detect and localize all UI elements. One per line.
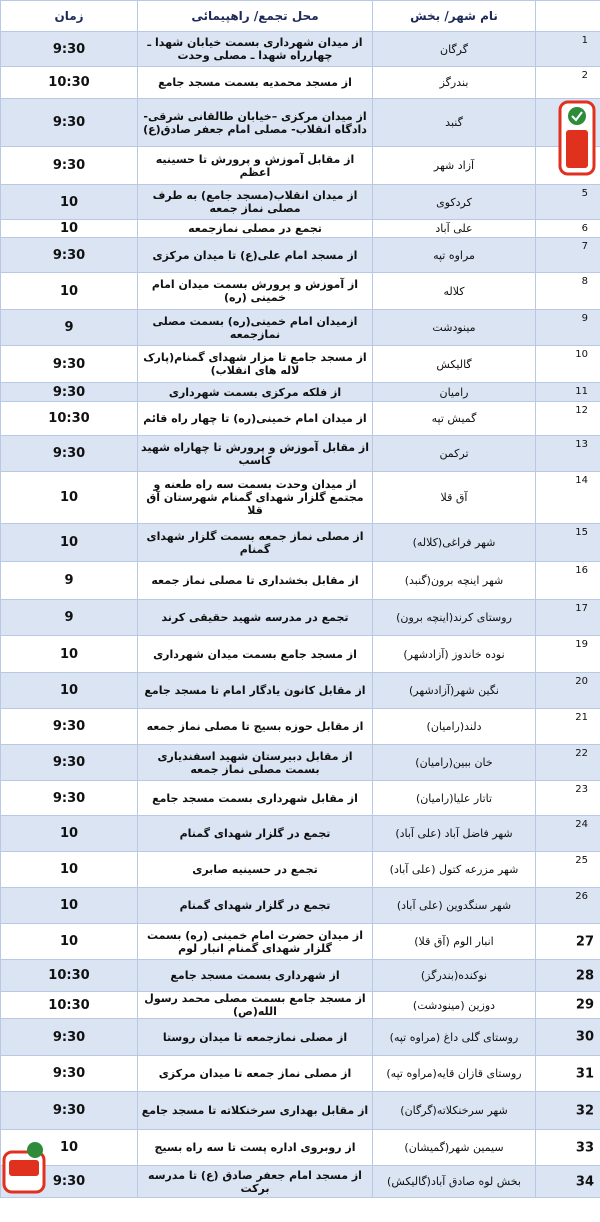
row-num-cell — [536, 67, 600, 99]
row-time: 10 — [1, 185, 138, 220]
row-city: روستای کرند(اینچه برون) — [373, 600, 536, 636]
table-row — [1, 636, 600, 673]
table-row — [1, 99, 600, 147]
row-time: 10 — [1, 816, 138, 852]
table-row — [1, 888, 600, 924]
row-place: از مسجد جامع بسمت میدان شهرداری — [138, 636, 373, 673]
row-city: دلند(رامیان) — [373, 709, 536, 745]
row-num-cell — [536, 924, 600, 960]
table-row — [1, 346, 600, 383]
row-time: 10 — [1, 1130, 138, 1166]
header-city: نام شهر/ بخش — [373, 1, 536, 32]
table-row — [1, 992, 600, 1019]
row-number: 6 — [581, 223, 588, 234]
table-row — [1, 1019, 600, 1056]
row-time: 9:30 — [1, 238, 138, 273]
row-number: 27 — [575, 934, 594, 949]
row-place: از روبروی اداره پست تا سه راه بسیج — [138, 1130, 373, 1166]
row-num-cell — [536, 524, 600, 562]
row-time: 9:30 — [1, 745, 138, 781]
row-number: 16 — [575, 565, 588, 576]
row-number: 1 — [581, 35, 588, 46]
row-place: از میدان حضرت امام خمینی (ره) بسمت گلزار شهدای گمنام انبار لوم — [138, 924, 373, 960]
table-row — [1, 436, 600, 472]
watermark-logo — [558, 100, 596, 176]
row-number: 5 — [581, 188, 588, 199]
row-city: گمیش تپه — [373, 402, 536, 436]
row-number: 21 — [575, 712, 588, 723]
row-time: 9:30 — [1, 709, 138, 745]
header-num — [536, 1, 600, 32]
row-number: 15 — [575, 527, 588, 538]
row-city: کلاله — [373, 273, 536, 310]
row-time: 10:30 — [1, 992, 138, 1019]
table-row — [1, 1056, 600, 1092]
row-num-cell — [536, 402, 600, 436]
table-row — [1, 852, 600, 888]
row-num-cell — [536, 238, 600, 273]
row-time: 9:30 — [1, 781, 138, 816]
row-city: بندرگز — [373, 67, 536, 99]
row-number: 24 — [575, 819, 588, 830]
row-city: گرگان — [373, 32, 536, 67]
row-time: 10 — [1, 852, 138, 888]
watermark-logo-bottom — [2, 1138, 46, 1202]
row-city: علی آباد — [373, 220, 536, 238]
row-number: 34 — [575, 1174, 594, 1189]
row-place: از مصلی نمازجمعه تا میدان روستا — [138, 1019, 373, 1056]
row-place: از مقابل بهداری سرخنکلاته تا مسجد جامع — [138, 1092, 373, 1130]
row-number: 28 — [575, 968, 594, 983]
row-num-cell — [536, 1056, 600, 1092]
row-city: نگین شهر(آزادشهر) — [373, 673, 536, 709]
row-number: 32 — [575, 1103, 594, 1118]
table-row — [1, 745, 600, 781]
row-num-cell — [536, 745, 600, 781]
row-number: 23 — [575, 784, 588, 795]
row-time: 9:30 — [1, 1166, 138, 1198]
row-num-cell — [536, 1166, 600, 1198]
row-num-cell — [536, 816, 600, 852]
row-city: دوزین (مینودشت) — [373, 992, 536, 1019]
row-num-cell — [536, 383, 600, 402]
row-place: از مسجد امام جعفر صادق (ع) تا مدرسه برکت — [138, 1166, 373, 1198]
row-place: از فلکه مرکزی بسمت شهرداری — [138, 383, 373, 402]
row-city: نوکنده(بندرگز) — [373, 960, 536, 992]
row-city: مراوه تپه — [373, 238, 536, 273]
row-number: 11 — [575, 386, 588, 397]
row-city: کردکوی — [373, 185, 536, 220]
row-time: 9:30 — [1, 346, 138, 383]
row-city: تاتار علیا(رامیان) — [373, 781, 536, 816]
row-place: از مقابل آموزش و پرورش تا چهاراه شهید کاسب — [138, 436, 373, 472]
row-num-cell — [536, 273, 600, 310]
table-row — [1, 220, 600, 238]
row-num-cell — [536, 781, 600, 816]
row-place: ازمیدان امام خمینی(ره) بسمت مصلی نمازجمعه — [138, 310, 373, 346]
row-number: 31 — [575, 1066, 594, 1081]
row-number: 13 — [575, 439, 588, 450]
row-time: 10:30 — [1, 960, 138, 992]
schedule-body — [1, 32, 600, 1198]
row-city: شهر سنگدوین (علی آباد) — [373, 888, 536, 924]
table-row — [1, 600, 600, 636]
row-num-cell — [536, 960, 600, 992]
row-place: از مقابل بخشداری تا مصلی نماز جمعه — [138, 562, 373, 600]
row-city: انبار الوم (آق قلا) — [373, 924, 536, 960]
row-num-cell — [536, 1092, 600, 1130]
row-time: 9:30 — [1, 1019, 138, 1056]
row-city: شهر مزرعه کتول (علی آباد) — [373, 852, 536, 888]
row-num-cell — [536, 472, 600, 524]
row-time: 10 — [1, 673, 138, 709]
row-city: روستای قازان قایه(مراوه تپه) — [373, 1056, 536, 1092]
row-num-cell — [536, 32, 600, 67]
row-num-cell — [536, 436, 600, 472]
row-num-cell — [536, 562, 600, 600]
header-time: زمان — [1, 1, 138, 32]
row-time: 9:30 — [1, 436, 138, 472]
table-row — [1, 562, 600, 600]
row-number: 12 — [575, 405, 588, 416]
row-number: 33 — [575, 1140, 594, 1155]
row-place: از مسجد جامع بسمت مصلی محمد رسول الله(ص) — [138, 992, 373, 1019]
row-city: شهر فراغی(کلاله) — [373, 524, 536, 562]
row-place: از مقابل آموزش و پرورش تا حسینیه اعظم — [138, 147, 373, 185]
row-place: تجمع در گلزار شهدای گمنام — [138, 888, 373, 924]
row-number: 25 — [575, 855, 588, 866]
row-place: از مسجد امام علی(ع) تا میدان مرکزی — [138, 238, 373, 273]
row-place: از شهرداری بسمت مسجد جامع — [138, 960, 373, 992]
row-number: 29 — [575, 997, 594, 1013]
row-place: از مسجد جامع تا مزار شهدای گمنام(پارک لاله های انقلاب) — [138, 346, 373, 383]
table-row — [1, 185, 600, 220]
row-place: از مسجد محمدیه بسمت مسجد جامع — [138, 67, 373, 99]
row-time: 10 — [1, 524, 138, 562]
row-city: مینودشت — [373, 310, 536, 346]
header-row — [1, 1, 600, 32]
row-time: 10 — [1, 472, 138, 524]
table-row — [1, 709, 600, 745]
row-number: 17 — [575, 603, 588, 614]
row-time: 9:30 — [1, 99, 138, 147]
logo-badge-icon — [558, 100, 596, 176]
row-number: 22 — [575, 748, 588, 759]
row-time: 9 — [1, 562, 138, 600]
row-time: 10 — [1, 924, 138, 960]
row-place: از مصلی نماز جمعه بسمت گلزار شهدای گمنام — [138, 524, 373, 562]
row-time: 10:30 — [1, 67, 138, 99]
row-num-cell — [536, 709, 600, 745]
row-number: 10 — [575, 349, 588, 360]
row-city: گالیکش — [373, 346, 536, 383]
row-time: 9:30 — [1, 32, 138, 67]
table-row — [1, 781, 600, 816]
table-row — [1, 1092, 600, 1130]
row-city: ترکمن — [373, 436, 536, 472]
table-row — [1, 673, 600, 709]
row-time: 10:30 — [1, 402, 138, 436]
table-row — [1, 147, 600, 185]
row-city: رامیان — [373, 383, 536, 402]
row-number: 9 — [581, 313, 588, 324]
row-city: شهر سرخنکلاته(گرگان) — [373, 1092, 536, 1130]
row-num-cell — [536, 852, 600, 888]
row-city: خان ببین(رامیان) — [373, 745, 536, 781]
row-num-cell — [536, 1130, 600, 1166]
row-num-cell — [536, 346, 600, 383]
table-row — [1, 924, 600, 960]
row-num-cell — [536, 310, 600, 346]
row-number: 30 — [575, 1029, 594, 1045]
row-num-cell — [536, 220, 600, 238]
row-time: 9:30 — [1, 1092, 138, 1130]
row-number: 7 — [581, 241, 588, 252]
row-time: 9 — [1, 600, 138, 636]
row-time: 10 — [1, 888, 138, 924]
row-number: 14 — [575, 475, 588, 486]
row-place: از مقابل حوزه بسیج تا مصلی نماز جمعه — [138, 709, 373, 745]
row-city: سیمین شهر(گمیشان) — [373, 1130, 536, 1166]
row-place: تجمع در مدرسه شهید حقیقی کرند — [138, 600, 373, 636]
row-time: 10 — [1, 636, 138, 673]
row-city: شهر اینچه برون(گنبد) — [373, 562, 536, 600]
row-num-cell — [536, 185, 600, 220]
row-time: 9:30 — [1, 1056, 138, 1092]
table-row — [1, 32, 600, 67]
row-place: از آموزش و پرورش بسمت میدان امام خمینی (ره) — [138, 273, 373, 310]
row-place: از میدان امام خمینی(ره) تا چهار راه قائم — [138, 402, 373, 436]
row-num-cell — [536, 992, 600, 1019]
row-num-cell — [536, 600, 600, 636]
row-number: 20 — [575, 676, 588, 687]
row-place: از مقابل دبیرستان شهید اسفندیاری بسمت مصلی نماز جمعه — [138, 745, 373, 781]
row-number: 8 — [581, 276, 588, 287]
row-place: تجمع در گلزار شهدای گمنام — [138, 816, 373, 852]
row-time: 10 — [1, 220, 138, 238]
row-city: آق قلا — [373, 472, 536, 524]
row-place: از مقابل کانون یادگار امام تا مسجد جامع — [138, 673, 373, 709]
table-row — [1, 67, 600, 99]
table-row — [1, 960, 600, 992]
row-city: نوده خاندوز (آزادشهر) — [373, 636, 536, 673]
row-number: 2 — [581, 70, 588, 81]
row-num-cell — [536, 1019, 600, 1056]
table-row — [1, 402, 600, 436]
table-row — [1, 1130, 600, 1166]
row-place: از میدان مرکزی –خیابان طالقانی شرقی-دادگاه انقلاب- مصلی امام جعفر صادق(ع) — [138, 99, 373, 147]
row-place: تجمع در حسینیه صابری — [138, 852, 373, 888]
row-time: 10 — [1, 273, 138, 310]
row-city: شهر فاضل آباد (علی آباد) — [373, 816, 536, 852]
table-row — [1, 524, 600, 562]
row-number: 19 — [575, 639, 588, 650]
row-num-cell — [536, 636, 600, 673]
table-row — [1, 1166, 600, 1198]
row-city: بخش لوه صادق آباد(گالیکش) — [373, 1166, 536, 1198]
row-city: گنبد — [373, 99, 536, 147]
row-place: تجمع در مصلی نمازجمعه — [138, 220, 373, 238]
logo-badge-icon — [2, 1138, 46, 1202]
table-row — [1, 238, 600, 273]
row-city: آزاد شهر — [373, 147, 536, 185]
row-place: از میدان وحدت بسمت سه راه طعنه و مجتمع گلزار شهدای گمنام شهرستان آق قلا — [138, 472, 373, 524]
table-row — [1, 310, 600, 346]
table-row — [1, 472, 600, 524]
row-city: روستای گلی داغ (مراوه تپه) — [373, 1019, 536, 1056]
header-place: محل تجمع/ راهپیمائی — [138, 1, 373, 32]
row-number: 26 — [575, 891, 588, 902]
table-row — [1, 273, 600, 310]
row-place: از مصلی نماز جمعه تا میدان مرکزی — [138, 1056, 373, 1092]
row-num-cell — [536, 673, 600, 709]
table-row — [1, 383, 600, 402]
row-place: از مقابل شهرداری بسمت مسجد جامع — [138, 781, 373, 816]
row-time: 9:30 — [1, 383, 138, 402]
row-place: از میدان انقلاب(مسجد جامع) به طرف مصلی نماز جمعه — [138, 185, 373, 220]
row-num-cell — [536, 888, 600, 924]
row-place: از میدان شهرداری بسمت خیابان شهدا ـ چهارراه شهدا ـ مصلی وحدت — [138, 32, 373, 67]
table-row — [1, 816, 600, 852]
row-time: 9:30 — [1, 147, 138, 185]
row-time: 9 — [1, 310, 138, 346]
